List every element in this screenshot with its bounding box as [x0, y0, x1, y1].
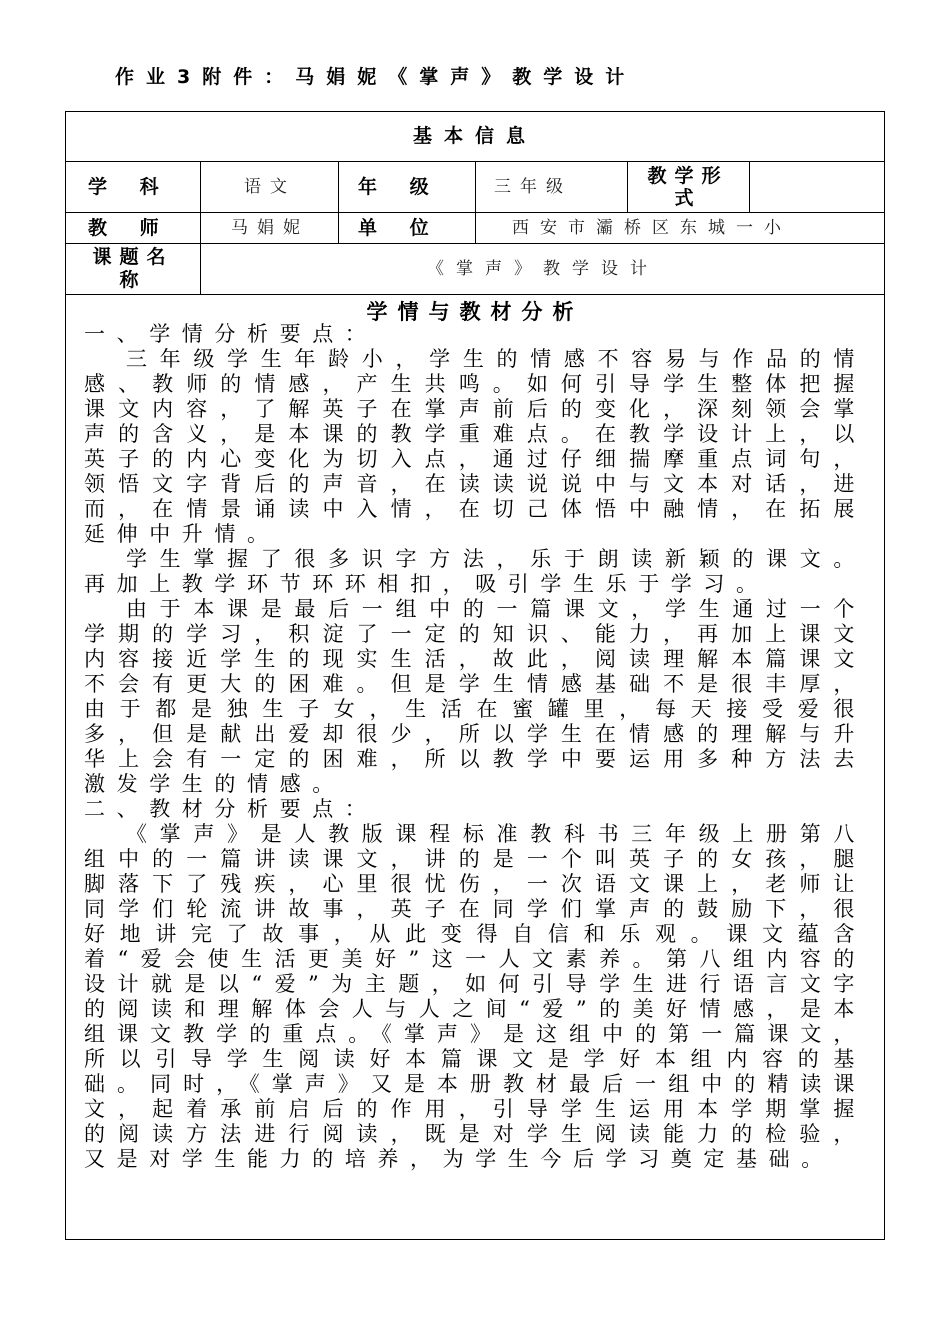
part1-paragraph: 学生掌握了很多识字方法，乐于朗读新颖的课文。再加上教学环节环环相扣，吸引学生乐于学习。: [84, 547, 866, 596]
topic-label: [66, 244, 200, 294]
unit-value: 西安市灞桥区东城一小: [512, 218, 792, 238]
form-label: [628, 162, 748, 212]
subject-label: 学 科: [88, 176, 159, 198]
row-divider: [66, 294, 884, 295]
topic-label-line2: 称: [119, 269, 147, 291]
teacher-value: 马娟妮: [231, 218, 309, 238]
unit-label: 单 位: [358, 217, 429, 239]
basic-info-header: 基本信息: [412, 125, 537, 147]
part2-heading: 二、教材分析要点：: [84, 797, 378, 821]
part1-heading: 一、学情分析要点：: [84, 322, 378, 346]
part2-paragraph: 《掌声》是人教版课程标准教科书三年级上册第八组中的一篇讲读课文，讲的是一个叫英子的女孩，腿脚落下了残疾，心里很忧伤，一次语文课上，老师让同学们轮流讲故事，英子在同学们掌声的鼓励下，很好地讲完了故事，从此变得自信和乐观。课文蕴含着“爱会使生活更美好”这一人文素养。第八组内容的设计就是以“爱”为主题，如何引导学生进行语言文字的阅读和理解体会人与人之间“爱”的美好情感，是本组课文教学的重点。《掌声》是这组中的第一篇课文，所以引导学生阅读好本篇课文是学好本组内容的基础。同时，《掌声》又是本册教材最后一组中的精读课文，起着承前启后的作用，引导学生运用本学期掌握的阅读方法进行阅读，既是对学生阅读能力的检验，又是对学生能力的培养，为学生今后学习奠定基础。: [84, 822, 866, 1171]
grade-label: 年 级: [358, 176, 429, 198]
teacher-label: 教 师: [88, 217, 159, 239]
lesson-plan-table: [65, 111, 885, 1240]
form-value: [750, 162, 884, 212]
column-divider: [200, 161, 201, 294]
part1-paragraph: 由于本课是最后一组中的一篇课文，学生通过一个学期的学习，积淀了一定的知识、能力，再加上课文内容接近学生的现实生活，故此，阅读理解本篇课文不会有更大的困难。但是学生情感基础不是很丰厚，由于都是独生子女，生活在蜜罐里，每天接受爱很多，但是献出爱却很少，所以学生在情感的理解与升华上会有一定的困难，所以教学中要运用多种方法去激发学生的情感。: [84, 597, 866, 796]
document-title: 作业3附件：马娟妮《掌声》教学设计: [115, 66, 637, 88]
topic-value: 《掌声》教学设计: [427, 259, 659, 279]
subject-value: 语文: [244, 177, 296, 197]
topic-label-line1: 课题名: [92, 246, 174, 268]
column-divider: [338, 161, 339, 243]
analysis-body: [84, 322, 866, 1172]
grade-value: 三年级: [494, 177, 572, 197]
analysis-heading: 学情与教材分析: [366, 300, 584, 324]
column-divider: [627, 161, 628, 212]
column-divider: [475, 161, 476, 243]
form-label-line2: 式: [674, 187, 702, 209]
form-label-line1: 教学形: [647, 165, 729, 187]
column-divider: [749, 161, 750, 212]
part1-paragraph: 三年级学生年龄小，学生的情感不容易与作品的情感、教师的情感，产生共鸣。如何引导学生整体把握课文内容，了解英子在掌声前后的变化，深刻领会掌声的含义，是本课的教学重难点。在教学设计上，以英子的内心变化为切入点，通过仔细揣摩重点词句，领悟文字背后的声音，在读读说说中与文本对话，进而，在情景诵读中入情，在切己体悟中融情，在拓展延伸中升情。: [84, 347, 866, 546]
